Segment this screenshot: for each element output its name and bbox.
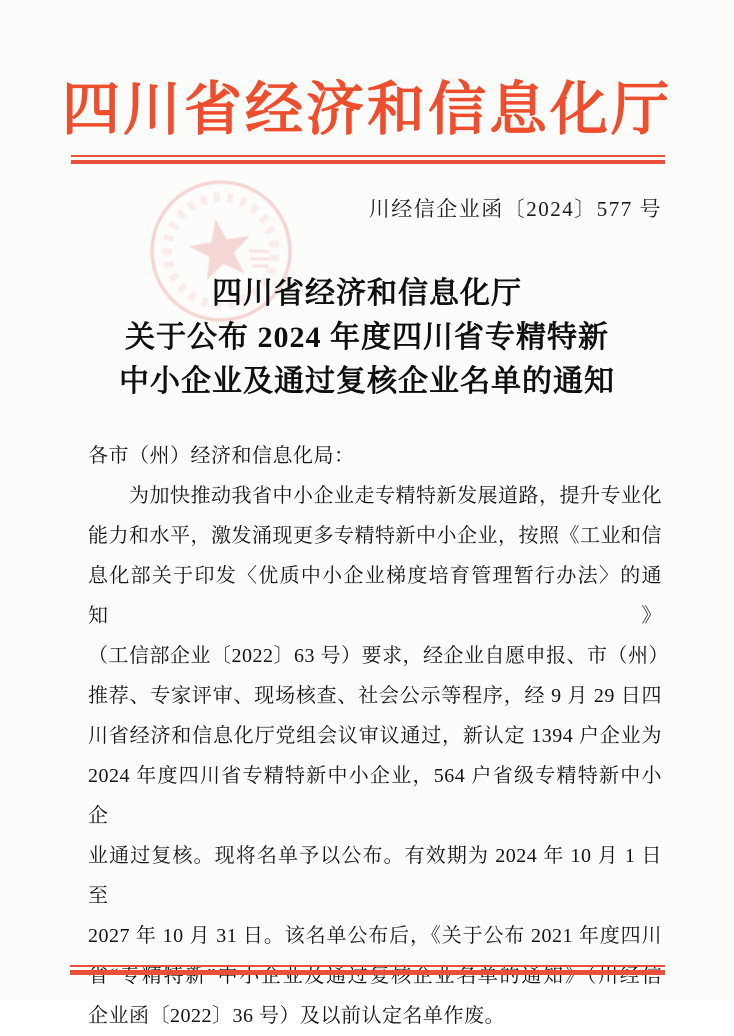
body-line: 川省经济和信息化厅党组会议审议通过，新认定 1394 户企业为 [88,725,662,747]
body-line: 推荐、专家评审、现场核查、社会公示等程序，经 9 月 29 日四 [88,685,662,707]
body-line: （工信部企业〔2022〕63 号）要求，经企业自愿申报、市（州） [88,645,669,667]
body-line: 省“专精特新”中小企业及通过复核企业名单的通知》（川经信 [88,965,662,987]
body-line: 能力和水平，激发涌现更多专精特新中小企业，按照《工业和信 [88,525,662,547]
footer-double-rule [70,965,665,975]
body-line: 2027 年 10 月 31 日。该名单公布后，《关于公布 2021 年度四川 [88,925,662,947]
letterhead-title: 四川省经济和信息化厅 [61,77,672,142]
body-line: 息化部关于印发〈优质中小企业梯度培育管理暂行办法〉的通知》 [88,565,662,627]
body-line: 为加快推动我省中小企业走专精特新发展道路，提升专业化 [129,485,662,507]
document-body [88,436,669,1036]
document-title [40,272,694,404]
document-title-line-2: 关于公布 2024 年度四川省专精特新 [125,321,609,354]
document-title-line-3: 中小企业及通过复核企业名单的通知 [119,365,615,398]
body-line: 企业函〔2022〕36 号）及以前认定名单作废。 [88,1005,505,1027]
salutation-line: 各市（州）经济和信息化局： [88,445,355,467]
document-title-line-1: 四川省经济和信息化厅 [212,277,522,310]
body-line: 2024 年度四川省专精特新中小企业，564 户省级专精特新中小企 [88,765,662,827]
body-line: 业通过复核。现将名单予以公布。有效期为 2024 年 10 月 1 日至 [88,845,662,907]
letterhead-double-rule [71,155,665,164]
document-reference-number: 川经信企业函〔2024〕577 号 [368,197,662,221]
